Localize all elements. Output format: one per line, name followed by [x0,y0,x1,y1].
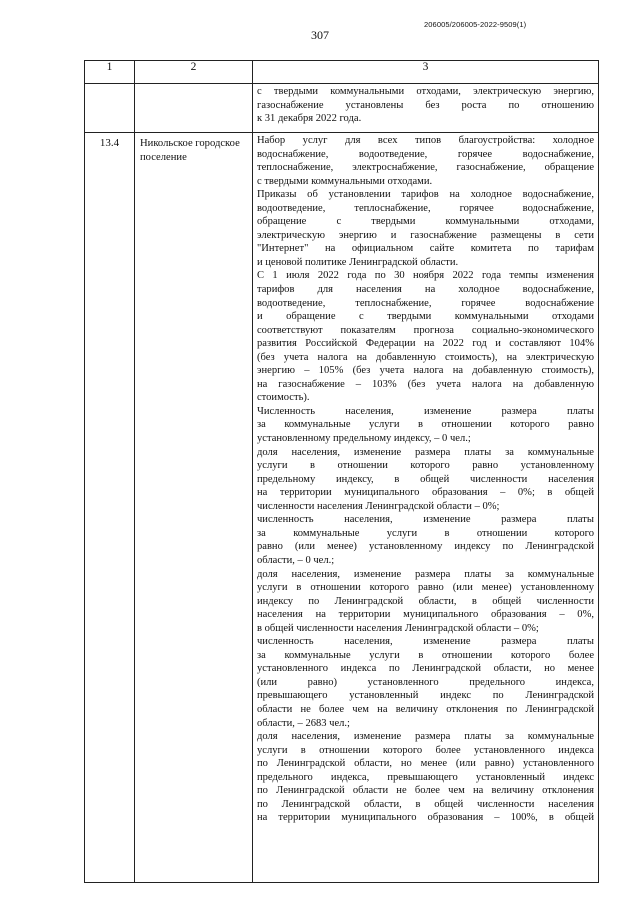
text-line: доля населения, изменение размера платы за коммунальные [257,568,594,580]
text-line: соответствуют показателям прогноза социально-экономического [257,324,594,336]
text-line: водоотведение, теплоснабжение, горячее водоснабжение, [257,202,594,214]
text-line: равно (или менее) установленному индексу по Ленинградской [257,541,594,553]
text-line: предельному индексу, в общей численности населения [257,473,594,485]
text-line: Набор услуг для всех типов благоустройства: холодное [257,135,594,146]
text-line: с твердыми коммунальными отходами, электрическую энергию, [257,86,594,97]
text-line: за коммунальные услуги в отношении которого [257,527,594,539]
text-line: Приказы об установлении тарифов на холодное водоснабжение, [257,189,594,201]
text-line: водоснабжение, водоотведение, горячее водоснабжение, [257,148,594,160]
paragraph [257,635,594,730]
paragraph [257,269,594,404]
text-line: превышающего установленный индекс по Ленинградской [257,690,594,702]
document-id: 206005/206005-2022-9509(1) [424,20,527,29]
text-line: доля населения, изменение размера платы за коммунальные [257,446,594,458]
text-line: численности населения Ленинградской области – 0%; [257,500,500,512]
text-line: численность населения, изменение размера платы [257,514,594,526]
text-line: по Ленинградской области не более чем на величину отклонения [257,785,594,797]
text-line: обращение с твердыми коммунальными отходами, [257,216,594,228]
text-line: доля населения, изменение размера платы за коммунальные [257,731,594,743]
table-header-row [85,61,599,84]
text-line: с твердыми коммунальными отходами. [257,175,433,187]
continuation-number-cell [85,84,135,133]
text-line: на газоснабжение – 103% (без учета налога на добавленную [257,378,594,390]
continuation-text [253,84,598,126]
paragraph [257,730,594,825]
paragraph [257,188,594,269]
text-line: к 31 декабря 2022 года. [257,113,362,125]
text-line: по Ленинградской области, но менее (или равно) установленного [257,758,594,770]
text-line: электрическую энергию и газоснабжение размещены в сети [257,229,594,241]
text-line: на территории муниципального образования – 0%; в общей [257,487,594,499]
text-line: населения на территории муниципального образования – 0%, [257,609,594,621]
text-line: области, – 0 чел.; [257,554,335,566]
continuation-text-cell [253,84,599,133]
text-line: "Интернет" на официальном сайте комитета по тарифам [257,243,594,255]
paragraph [257,568,594,636]
text-line: тарифов для населения на холодное водоснабжение, [257,284,594,296]
text-line: в общей численности населения Ленинградской области – 0%; [257,622,539,634]
paragraph [257,446,594,514]
page-number: 307 [311,28,329,42]
text-line: предельного индекса, превышающего установленный индекс [257,771,594,783]
continuation-row [85,84,599,133]
text-line: теплоснабжение, электроснабжение, газоснабжение, обращение [257,162,594,174]
column-header-2: 2 [135,61,253,84]
column-header-3: 3 [253,61,599,84]
paragraph [257,513,594,567]
column-header-1: 1 [85,61,135,84]
text-line: (без учета налога на добавленную стоимость), на электрическую [257,351,594,363]
text-line: услуги в отношении которого равно (или менее) установленному [257,582,594,594]
paragraph [257,134,594,188]
text-line: установленного индекса по Ленинградской области, но менее [257,663,594,675]
text-line: Численность населения, изменение размера платы [257,405,594,417]
text-line: установленному предельному индексу, – 0 чел.; [257,433,471,445]
text-line: индексу по Ленинградской области, в общей численности [257,595,594,607]
paragraph [257,405,594,446]
text-line: за коммунальные услуги в отношении которого равно [257,419,594,431]
text-line: области, – 2683 чел.; [257,717,350,729]
text-line: на территории муниципального образования – 100%, в общей [257,812,594,824]
continuation-name-cell [135,84,253,133]
text-line: стоимость). [257,392,310,404]
text-line: С 1 июля 2022 года по 30 ноября 2022 года темпы изменения [257,270,594,282]
tariff-table [84,60,599,883]
text-line: (или равно) установленного предельного индекса, [257,676,594,688]
table-row [85,133,599,883]
row-number: 13.4 [85,133,135,883]
text-line: по Ленинградской области, в общей численности населения [257,798,594,810]
text-line: области не более чем на величину отклонения по Ленинградской [257,703,594,715]
text-line: развития Российской Федерации на 2022 год и составляют 104% [257,338,594,350]
text-line: численность населения, изменение размера платы [257,636,594,648]
text-line: и ценовой политике Ленинградской области. [257,256,459,268]
text-line: энергию – 105% (без учета налога на добавленную стоимость), [257,365,594,377]
text-line: услуги в отношении которого более установленного индекса [257,744,594,756]
text-line: водоотведение, теплоснабжение, горячее водоснабжение [257,297,594,309]
text-line: за коммунальные услуги в отношении которого более [257,649,594,661]
row-description [253,133,598,825]
row-description-cell [253,133,599,883]
text-line: услуги в отношении которого равно установленному [257,460,594,472]
settlement-name: Никольское городское поселение [135,133,253,883]
text-line: и обращение с твердыми коммунальными отходами [257,311,594,323]
text-line: газоснабжение установлены без роста по отношению [257,99,594,111]
